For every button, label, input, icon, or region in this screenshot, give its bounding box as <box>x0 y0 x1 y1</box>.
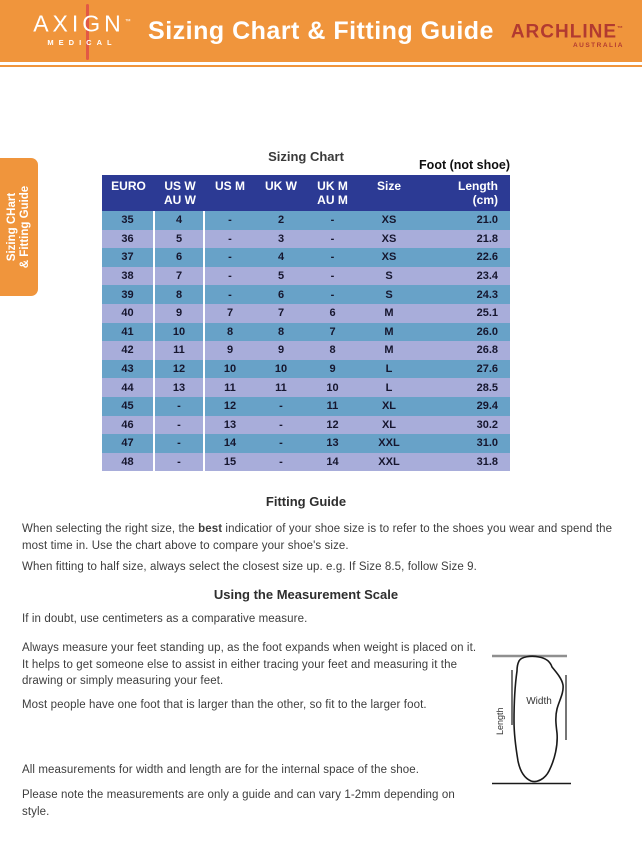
table-cell: 14 <box>326 456 339 469</box>
table-cell: 13 <box>223 418 237 431</box>
table-cell: 14 <box>223 437 237 450</box>
table-cell: 31.0 <box>476 437 498 450</box>
archline-logo <box>511 20 624 49</box>
table-cell: 11 <box>224 381 236 394</box>
table-cell: 45 <box>102 397 155 416</box>
table-cell: 37 <box>102 248 155 267</box>
table-cell: 11 <box>275 381 287 394</box>
table-cell: 7 <box>277 307 285 320</box>
table-cell: 9 <box>277 344 285 357</box>
table-cell: 41 <box>102 323 155 342</box>
table-cell: 9 <box>329 363 336 376</box>
table-cell: - <box>279 456 283 469</box>
table-cell: 9 <box>155 304 205 323</box>
table-cell: 8 <box>277 325 285 338</box>
table-cell: - <box>155 453 205 472</box>
table-cell: 39 <box>102 285 155 304</box>
fitting-guide-paragraph-1: When selecting the right size, the best indicatior of your shoe size is to refer to the shoes you wear and spend the most time in. Use the chart above to compare your shoe's size. <box>22 523 613 552</box>
table-cell: 26.0 <box>476 325 498 338</box>
sizing-table-body <box>102 211 510 471</box>
table-cell: 3 <box>277 232 285 245</box>
column-header-length: Length (cm) <box>458 179 498 207</box>
table-cell: 48 <box>102 453 155 472</box>
table-cell: 27.6 <box>476 363 498 376</box>
column-header-euro: EURO <box>111 179 146 193</box>
page-title: Sizing Chart & Fitting Guide <box>148 17 494 45</box>
table-cell: 7 <box>155 267 205 286</box>
table-cell: 8 <box>329 344 336 357</box>
table-cell: 12 <box>223 400 237 413</box>
sizing-table-header <box>102 175 510 211</box>
measurement-paragraph-2: Always measure your feet standing up, as the foot expands when weight is placed on it. It helps to get someone else to assist in either tracing your feet and measuring it the drawing or simply measuring your feet. <box>22 642 477 687</box>
table-cell: 11 <box>155 341 205 360</box>
table-cell: 4 <box>155 211 205 230</box>
table-cell: - <box>330 288 335 301</box>
table-cell: S <box>385 288 393 301</box>
table-cell: 40 <box>102 304 155 323</box>
table-row <box>102 230 510 249</box>
table-cell: 7 <box>226 307 234 320</box>
table-cell: 21.8 <box>476 232 498 245</box>
table-row <box>102 304 510 323</box>
column-header-uk-m: UK M AU M <box>317 179 348 207</box>
table-row <box>102 416 510 435</box>
table-cell: 26.8 <box>476 344 498 357</box>
table-cell: S <box>385 270 393 283</box>
table-cell: 6 <box>155 248 205 267</box>
table-cell: 9 <box>226 344 234 357</box>
table-row <box>102 341 510 360</box>
table-cell: 44 <box>102 378 155 397</box>
table-cell: L <box>385 363 393 376</box>
sizing-table <box>102 175 510 471</box>
table-cell: XS <box>381 232 397 245</box>
table-cell: 15 <box>223 456 237 469</box>
table-cell: 30.2 <box>476 418 498 431</box>
table-cell: - <box>228 270 232 283</box>
table-cell: XS <box>381 214 397 227</box>
table-cell: 13 <box>155 378 205 397</box>
table-cell: 2 <box>277 214 285 227</box>
table-cell: XL <box>381 400 397 413</box>
table-cell: 12 <box>326 418 339 431</box>
table-cell: 6 <box>329 307 336 320</box>
table-row <box>102 453 510 472</box>
table-cell: 10 <box>223 363 237 376</box>
trademark-icon: ™ <box>617 26 624 32</box>
table-cell: XL <box>381 418 397 431</box>
table-cell: 7 <box>329 325 336 338</box>
table-cell: 8 <box>155 285 205 304</box>
side-tab-line1: Sizing CHart <box>5 192 18 262</box>
table-cell: - <box>228 251 232 264</box>
archline-logo-sub: AUSTRALIA <box>572 42 624 50</box>
table-cell: 43 <box>102 360 155 379</box>
archline-logo-name: ARCHLINE™ <box>510 21 624 43</box>
side-tab <box>0 158 38 296</box>
foot-not-shoe-note: Foot (not shoe) <box>419 158 510 172</box>
width-label: Width <box>526 696 552 707</box>
foot-measurement-diagram <box>487 649 582 794</box>
table-cell: - <box>279 437 283 450</box>
table-cell: 24.3 <box>476 288 498 301</box>
table-cell: L <box>385 381 393 394</box>
table-cell: 42 <box>102 341 155 360</box>
table-cell: - <box>330 251 335 264</box>
length-label: Length <box>495 707 505 735</box>
column-header-us-w: US W AU W <box>164 179 196 207</box>
table-cell: - <box>279 400 283 413</box>
table-cell: - <box>279 418 283 431</box>
table-cell: 29.4 <box>476 400 498 413</box>
table-cell: 13 <box>326 437 339 450</box>
measurement-paragraph-1: If in doubt, use centimeters as a comparative measure. <box>22 613 308 625</box>
table-cell: XXL <box>378 437 400 450</box>
table-cell: 47 <box>102 434 155 453</box>
table-cell: 38 <box>102 267 155 286</box>
table-row <box>102 434 510 453</box>
table-cell: 28.5 <box>476 381 498 394</box>
header-band <box>0 0 642 62</box>
table-row <box>102 248 510 267</box>
table-cell: - <box>228 288 232 301</box>
table-cell: - <box>330 232 335 245</box>
fitting-guide-heading: Fitting Guide <box>265 494 347 509</box>
measurement-paragraph-5: Please note the measurements are only a guide and can vary 1-2mm depending on style. <box>22 789 455 818</box>
table-cell: M <box>384 307 394 320</box>
table-row <box>102 267 510 286</box>
table-cell: 4 <box>277 251 285 264</box>
table-cell: 35 <box>102 211 155 230</box>
table-cell: - <box>155 397 205 416</box>
trademark-icon: ™ <box>124 19 131 25</box>
measurement-scale-heading: Using the Measurement Scale <box>213 587 399 602</box>
axign-logo-sub: MEDICAL <box>47 37 117 47</box>
table-cell: 10 <box>155 323 205 342</box>
table-row <box>102 360 510 379</box>
table-cell: - <box>330 270 335 283</box>
side-tab-label <box>0 158 38 296</box>
table-row <box>102 285 510 304</box>
table-cell: 12 <box>155 360 205 379</box>
table-cell: - <box>228 232 232 245</box>
table-cell: XS <box>381 251 397 264</box>
table-cell: M <box>384 344 394 357</box>
table-cell: 6 <box>277 288 285 301</box>
foot-outline <box>514 656 563 781</box>
header-rule <box>0 65 642 67</box>
fitting-guide-paragraph-2: When fitting to half size, always select the closest size up. e.g. If Size 8.5, follow Size 9. <box>22 561 477 573</box>
table-row <box>102 397 510 416</box>
table-row <box>102 211 510 230</box>
table-cell: 5 <box>155 230 205 249</box>
column-header-size: Size <box>376 179 401 193</box>
table-cell: 31.8 <box>476 456 498 469</box>
table-cell: - <box>155 416 205 435</box>
measurement-paragraph-4: All measurements for width and length are for the internal space of the shoe. <box>22 764 420 776</box>
table-cell: 23.4 <box>476 270 498 283</box>
table-cell: 11 <box>326 400 339 413</box>
table-row <box>102 378 510 397</box>
measurement-paragraph-3: Most people have one foot that is larger than the other, so fit to the larger foot. <box>22 699 427 711</box>
table-cell: - <box>228 214 232 227</box>
side-tab-line2: & Fitting Guide <box>19 185 31 269</box>
axign-logo-name: AXIGN™ <box>33 10 131 37</box>
table-row <box>102 323 510 342</box>
table-cell: XXL <box>378 456 400 469</box>
table-cell: 46 <box>102 416 155 435</box>
table-cell: 8 <box>226 325 234 338</box>
table-cell: 22.6 <box>476 251 498 264</box>
table-cell: - <box>330 214 335 227</box>
sizing-chart-title: Sizing Chart <box>268 149 344 164</box>
axign-logo <box>30 9 134 47</box>
table-cell: - <box>155 434 205 453</box>
table-cell: 36 <box>102 230 155 249</box>
table-cell: M <box>384 325 394 338</box>
table-cell: 10 <box>274 363 288 376</box>
column-header-uk-w: UK W <box>265 179 297 193</box>
table-cell: 21.0 <box>476 214 498 227</box>
table-cell: 10 <box>326 381 339 394</box>
table-cell: 25.1 <box>476 307 498 320</box>
table-cell: 5 <box>277 270 285 283</box>
column-header-us-m: US M <box>215 179 245 193</box>
